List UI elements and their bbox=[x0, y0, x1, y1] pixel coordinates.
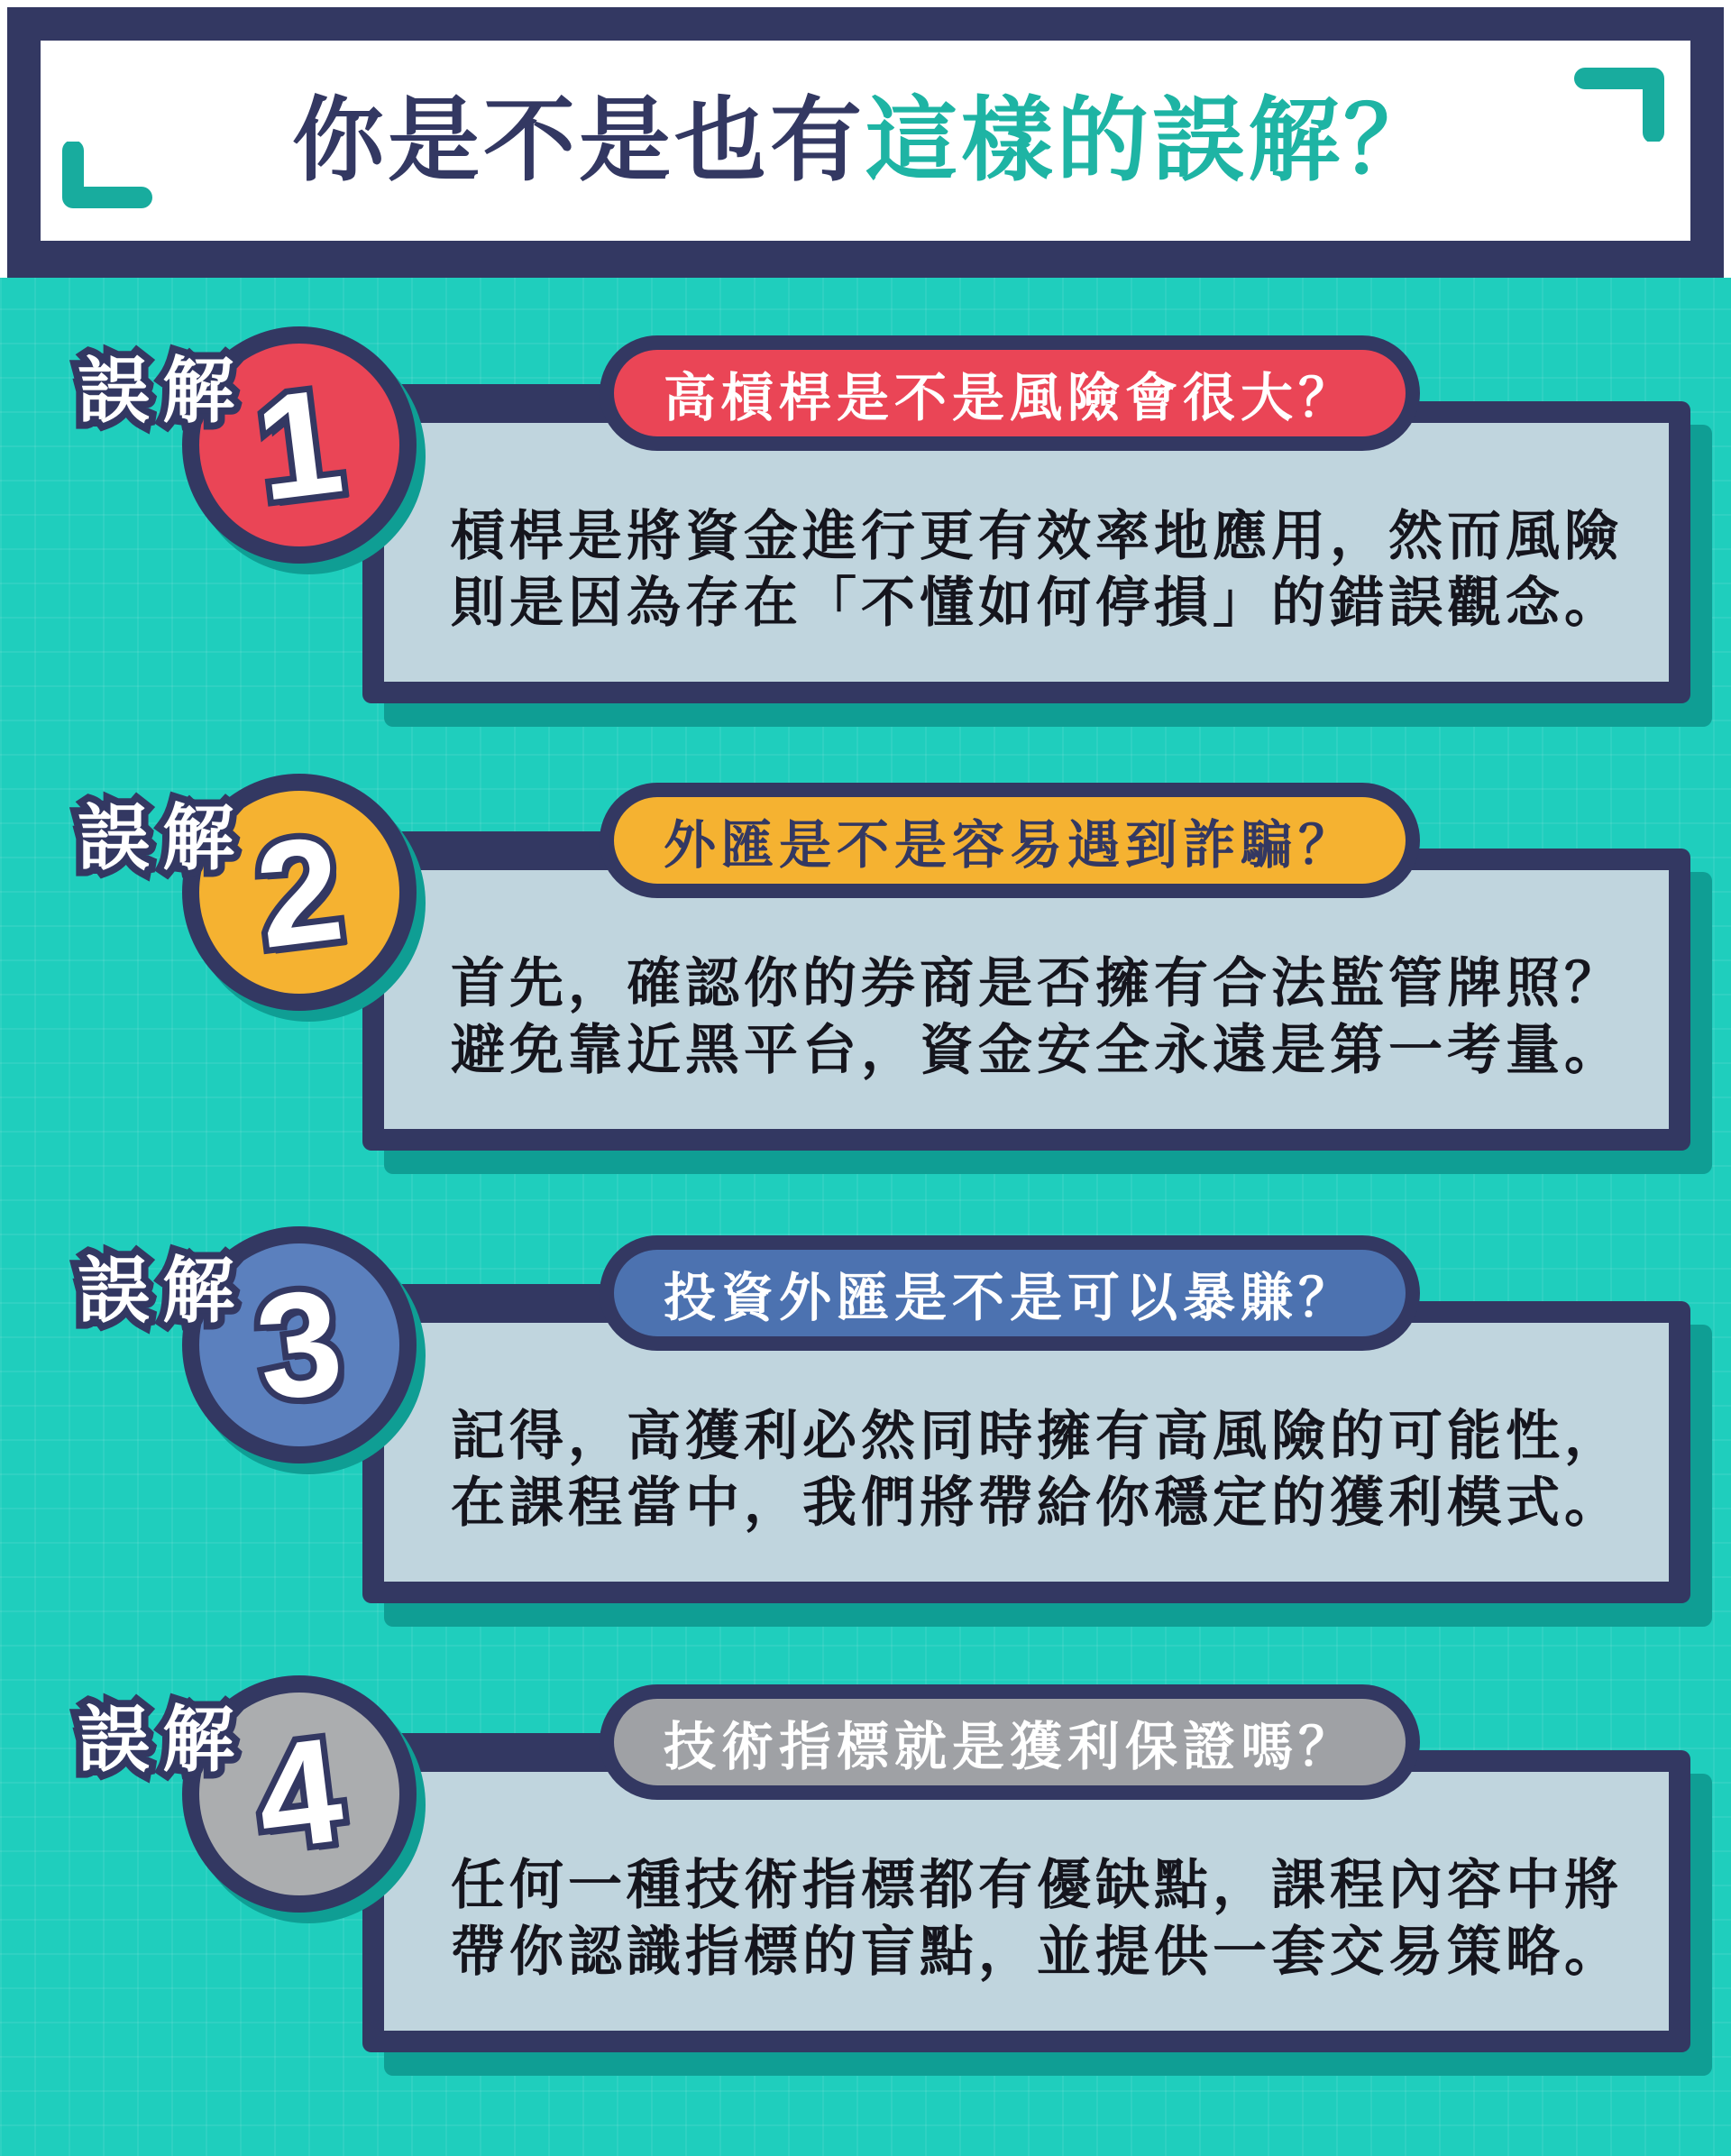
question-badge: 高槓桿是不是風險會很大？ bbox=[600, 335, 1420, 451]
body-text bbox=[451, 1852, 1632, 1986]
number-label: 4 bbox=[248, 1706, 351, 1881]
misconception-label: 誤解 bbox=[78, 798, 247, 878]
body-line: 避免靠近黑平台，資金安全永遠是第一考量。 bbox=[451, 1020, 1623, 1080]
body-text bbox=[451, 503, 1632, 637]
body-line: 帶你認識指標的盲點，並提供一套交易策略。 bbox=[451, 1922, 1623, 1982]
body-line: 則是因為存在「不懂如何停損」的錯誤觀念。 bbox=[451, 573, 1623, 633]
misconception-section-3 bbox=[0, 1226, 1731, 1677]
number-label: 3 bbox=[248, 1257, 351, 1432]
number-label: 2 bbox=[248, 804, 351, 979]
page-title-part1: 你是不是也有 bbox=[292, 89, 866, 192]
header-navy-band bbox=[7, 7, 1724, 278]
page-title-part2: 這樣的誤解？ bbox=[866, 89, 1439, 192]
body-text bbox=[451, 950, 1632, 1084]
misconception-section-4 bbox=[0, 1675, 1731, 2126]
body-text bbox=[451, 1403, 1632, 1537]
body-line: 首先，確認你的券商是否擁有合法監管牌照？ bbox=[451, 953, 1623, 1014]
misconception-section-1 bbox=[0, 326, 1731, 777]
corner-bracket-bottom-left-icon bbox=[59, 142, 156, 217]
number-label: 1 bbox=[248, 357, 351, 532]
misconception-section-2 bbox=[0, 774, 1731, 1225]
page-title bbox=[292, 89, 1439, 192]
header-title-panel bbox=[41, 41, 1690, 241]
question-badge: 技術指標就是獲利保證嗎？ bbox=[600, 1684, 1420, 1800]
body-line: 記得，高獲利必然同時擁有高風險的可能性， bbox=[451, 1406, 1623, 1466]
body-line: 在課程當中，我們將帶給你穩定的獲利模式。 bbox=[451, 1473, 1623, 1533]
body-line: 任何一種技術指標都有優缺點，課程內容中將 bbox=[451, 1855, 1623, 1915]
misconception-label: 誤解 bbox=[78, 351, 247, 431]
corner-bracket-top-right-icon bbox=[1571, 66, 1668, 142]
question-badge: 投資外匯是不是可以暴賺？ bbox=[600, 1235, 1420, 1351]
misconception-label: 誤解 bbox=[78, 1700, 247, 1780]
body-line: 槓桿是將資金進行更有效率地應用，然而風險 bbox=[451, 506, 1623, 566]
question-badge: 外匯是不是容易遇到詐騙？ bbox=[600, 783, 1420, 898]
misconception-label: 誤解 bbox=[78, 1251, 247, 1331]
header bbox=[0, 0, 1731, 278]
